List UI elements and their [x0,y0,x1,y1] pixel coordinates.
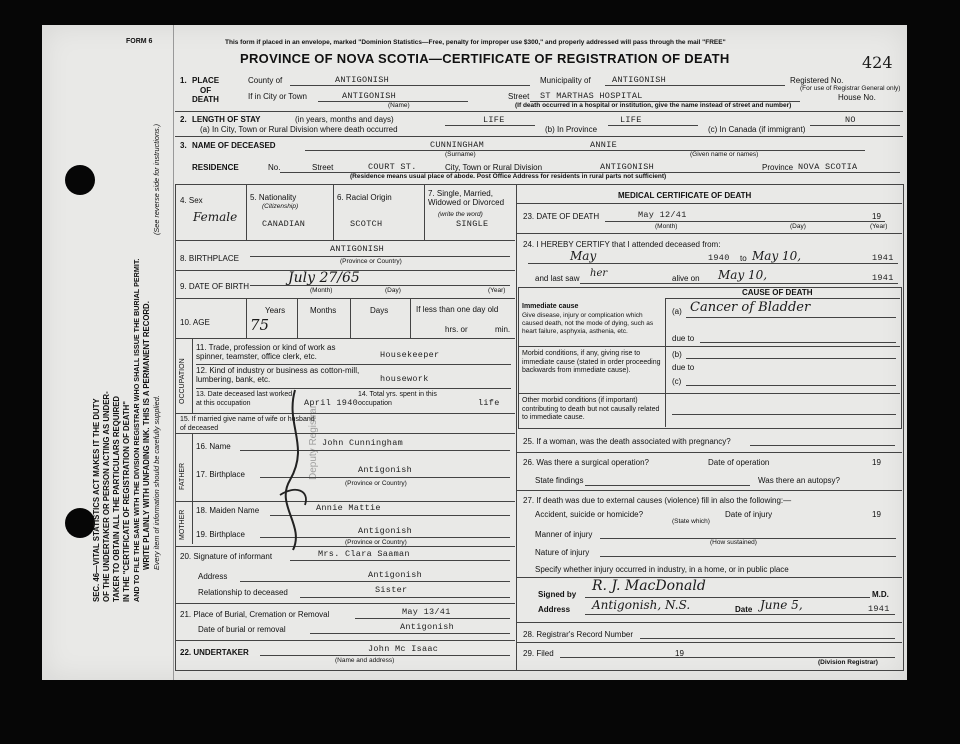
residence-note: (Residence means usual place of abode. Post Office Address for residents in rural parts not sufficient) [350,173,667,180]
filed-19: 19 [675,649,684,658]
stub-line-8: (See reverse side for instructions.) [152,123,161,235]
section-1-number: 1. [180,76,187,85]
municipality-label: Municipality of [540,76,591,85]
age-days-label: Days [370,306,389,315]
given-caption: (Given name or names) [690,151,759,158]
attended-from: May [570,249,597,263]
page-title: PROVINCE OF NOVA SCOTIA—CERTIFICATE OF REGISTRATION OF DEATH [240,51,730,66]
father-birthplace-caption: (Province or Country) [345,480,407,487]
section-1-label-b: OF [200,86,212,95]
other-morbid-label: Other morbid conditions (if important) contributing to death but not causally related to immediate cause. [522,397,660,421]
date-of-death-19: 19 [872,212,881,221]
county-label: County of [248,76,283,85]
cause-a-label: (a) [672,307,682,316]
residence-label: RESIDENCE [192,163,239,172]
immediate-cause-label: Immediate cause [522,303,579,310]
mother-birthplace-label: 19. Birthplace [196,530,245,539]
injury-date-label: Date of injury [725,510,773,519]
accident-label: Accident, suicide or homicide? [535,510,644,519]
morbid-conditions-label: Morbid conditions, if any, giving rise to immediate cause (stated in order proceeding backwards from immediate cause). [522,350,661,374]
dob-label: 9. DATE OF BIRTH [180,282,250,291]
marital-caption: (write the word) [438,211,483,218]
stay-province-value: LIFE [620,115,642,125]
occupation-side-label: OCCUPATION [179,358,186,404]
occupation-last-worked: April 1940 [304,398,359,408]
mother-maiden-name: Annie Mattie [316,503,381,513]
occupation-q11: 11. Trade, profession or kind of work as spinner, teamster, office clerk, etc. [196,343,336,361]
occupation-q13: 13. Date deceased last worked at this occupation [196,391,293,407]
signed-by-label: Signed by [538,590,577,599]
mother-birthplace: Antigonish [358,526,413,536]
father-birthplace: Antigonish [358,465,413,475]
occupation-total-years: life [478,398,500,408]
residence-no-label: No. [268,163,281,172]
last-saw-label: and last saw [535,274,580,283]
nationality-label: 5. Nationality [250,193,297,202]
section-2-number: 2. [180,115,187,124]
dob-year-caption: (Year) [488,287,506,294]
cause-of-death-header: CAUSE OF DEATH [742,288,813,297]
birthplace-caption: (Province or Country) [340,258,402,265]
age-hours-label: hrs. or [445,325,468,334]
racial-origin-label: 6. Racial Origin [337,193,392,202]
alive-on-year: 1941 [872,273,894,283]
spouse-question: 15. If married give name of wife or husband of deceased [180,416,315,432]
alive-on-value: May 10, [718,268,768,282]
nationality-caption: (Citizenship) [262,203,299,210]
sex-value: Female [193,210,238,224]
sex-label: 4. Sex [180,196,203,205]
street-label: Street [508,92,530,101]
md-label: M.D. [872,590,889,599]
racial-origin-value: SCOTCH [350,219,383,229]
how-sustained-caption: (How sustained) [710,539,757,546]
residence-street-label: Street [312,163,334,172]
immediate-cause-desc: Give disease, injury or complication which caused death, not the mode of dying, such as heart failure, asphyxia, asthenia, etc. [522,312,654,335]
residence-city-label: City, Town or Rural Division [445,163,543,172]
father-side-label: FATHER [179,462,186,490]
occupation-q12: 12. Kind of industry or business as cotton-mill, lumbering, bank, etc. [196,366,360,384]
mother-side-label: MOTHER [179,509,186,540]
stay-canada-value: NO [845,115,856,125]
undertaker-name: John Mc Isaac [368,644,439,654]
attended-from-year: 1940 [708,253,730,263]
stay-city-label: (a) In City, Town or Rural Division where death occurred [200,125,398,134]
certificate-date-label: Date [735,605,753,614]
birthplace-label: 8. BIRTHPLACE [180,254,239,263]
pregnancy-question: 25. If a woman, was the death associated with pregnancy? [523,437,731,446]
burial-place: Antigonish [400,622,455,632]
informant-name: Mrs. Clara Saaman [318,549,410,559]
informant-label: 20. Signature of informant [180,552,273,561]
burial-date: May 13/41 [402,607,451,617]
surname-caption: (Surname) [445,151,476,158]
last-saw-pronoun: her [590,268,608,279]
physician-signature: R. J. MacDonald [592,578,706,594]
manner-label: Manner of injury [535,530,593,539]
nature-label: Nature of injury [535,548,590,557]
section-1-label-a: PLACE [192,76,220,85]
dod-year-caption: (Year) [870,223,888,230]
stub-line-2: OF THE UNDERTAKER OR PERSON ACTING AS UNDER- [102,391,111,602]
street-value: ST MARTHAS HOSPITAL [540,91,643,101]
injury-19: 19 [872,510,881,519]
alive-on-label: alive on [672,274,700,283]
relationship-label: Relationship to deceased [198,588,288,597]
stay-province-label: (b) In Province [545,125,598,134]
residence-province-label: Province [762,163,794,172]
birthplace-value: ANTIGONISH [330,244,385,254]
state-which-caption: (State which) [672,518,710,525]
filed-label: 29. Filed [523,649,554,658]
occupation-industry: housework [380,374,429,384]
certificate-date: June 5, [760,598,803,612]
registrar-record-label: 28. Registrar's Record Number [523,630,634,639]
stay-city-value: LIFE [483,115,505,125]
nationality-value: CANADIAN [262,219,306,229]
deceased-surname: CUNNINGHAM [430,140,485,150]
hospital-note: (If death occurred in a hospital or institution, give the name instead of street and number) [515,102,792,109]
operation-19: 19 [872,458,881,467]
deceased-given-name: ANNIE [590,140,618,150]
undertaker-label: 22. UNDERTAKER [180,648,249,657]
dod-day-caption: (Day) [790,223,806,230]
due-to-label-2: due to [672,363,695,372]
residence-city: ANTIGONISH [600,162,655,172]
length-of-stay-sub: (in years, months and days) [295,115,394,124]
medical-certificate-header: MEDICAL CERTIFICATE OF DEATH [618,191,752,200]
binder-hole-bottom [65,508,95,538]
marital-status-label: 7. Single, Married, Widowed or Divorced [428,189,505,207]
age-label: 10. AGE [180,318,210,327]
stub-line-1: SEC. 46—VITAL STATISTICS ACT MAKES IT THE DUTY [92,398,101,602]
section-3-number: 3. [180,141,187,150]
stub-line-3: TAKER TO OBTAIN ALL THE PARTICULARS REQUIRED [112,395,121,602]
date-of-death-label: 23. DATE OF DEATH [523,212,600,221]
occupation-trade: Housekeeper [380,350,440,360]
informant-address: Antigonish [368,570,423,580]
burial-place-label: 21. Place of Burial, Cremation or Removal [180,610,330,619]
binder-hole-top [65,165,95,195]
registrar-signature-mark [265,385,325,555]
city-value: ANTIGONISH [342,91,397,101]
name-caption: (Name) [388,102,410,109]
county-value: ANTIGONISH [335,75,390,85]
date-of-death-value: May 12/41 [638,210,687,220]
cause-b-label: (b) [672,350,682,359]
undertaker-caption: (Name and address) [335,657,395,664]
burial-date-label: Date of burial or removal [198,625,286,634]
specify-location-label: Specify whether injury occurred in industry, in a home, or in public place [535,565,789,574]
attended-label: 24. I HEREBY CERTIFY that I attended deceased from: [523,240,721,249]
registrar-use-note: (For use of Registrar General only) [800,85,901,92]
dob-day-caption: (Day) [385,287,401,294]
occupation-q14: 14. Total yrs. spent in this occupation [358,391,437,407]
mother-name-label: 18. Maiden Name [196,506,260,515]
external-causes-question: 27. If death was due to external causes (violence) fill in also the following:— [523,496,792,505]
length-of-stay-label: LENGTH OF STAY [192,115,261,124]
father-name-label: 16. Name [196,442,231,451]
age-years-value: 75 [250,316,270,334]
age-years-label: Years [265,306,286,315]
form-number: FORM 6 [126,38,153,45]
stay-canada-label: (c) In Canada (if immigrant) [708,125,806,134]
father-birthplace-label: 17. Birthplace [196,470,245,479]
autopsy-label: Was there an autopsy? [758,476,840,485]
attended-to-label: to [740,254,747,263]
residence-province: NOVA SCOTIA [798,162,858,172]
physician-address-label: Address [538,605,571,614]
dob-value: July 27/65 [288,270,360,286]
section-1-label-c: DEATH [192,95,219,104]
municipality-value: ANTIGONISH [612,75,667,85]
city-label: If in City or Town [248,92,307,101]
deputy-registrar-stamp: Deputy Registrar [308,404,319,480]
stub-line-4: IN THE "CERTIFICATE OF REGISTRATION OF DEATH" [122,400,131,602]
operation-date-label: Date of operation [708,458,770,467]
house-label: House No. [838,93,876,102]
cause-a-value: Cancer of Bladder [690,300,811,315]
certificate-year: 1941 [868,604,890,614]
age-less-than-day: If less than one day old [416,305,499,314]
age-minutes-label: min. [495,325,511,334]
division-registrar-caption: (Division Registrar) [818,659,878,666]
operation-question: 26. Was there a surgical operation? [523,458,649,467]
dob-month-caption: (Month) [310,287,333,294]
cause-c-label: (c) [672,377,682,386]
physician-address: Antigonish, N.S. [592,598,691,612]
stub-line-7: Every item of information should be carefully supplied. [152,395,161,570]
registration-number: 424 [862,53,893,72]
stub-line-6: WRITE PLAINLY WITH UNFADING INK. THIS IS A PERMANENT RECORD. [142,301,151,570]
residence-street: COURT ST. [368,162,417,172]
father-name: John Cunningham [322,438,404,448]
age-months-label: Months [310,306,337,315]
mother-birthplace-caption: (Province or Country) [345,539,407,546]
attended-to: May 10, [752,249,802,263]
dod-month-caption: (Month) [655,223,678,230]
informant-address-label: Address [198,572,228,581]
due-to-label-1: due to [672,334,695,343]
attended-to-year: 1941 [872,253,894,263]
findings-label: State findings [535,476,584,485]
stub-line-5: AND TO FILE THE SAME WITH THE DIVISION REGISTRAR WHO SHALL ISSUE THE BURIAL PERMIT. [132,258,141,602]
relationship-value: Sister [375,585,408,595]
name-of-deceased-label: NAME OF DECEASED [192,141,276,150]
marital-status-value: SINGLE [456,219,489,229]
mailing-note: This form if placed in an envelope, marked "Dominion Statistics—Free, penalty for improper use $300," and properly addressed will pass through the mail "FREE" [225,39,726,46]
registered-label: Registered No. [790,76,844,85]
